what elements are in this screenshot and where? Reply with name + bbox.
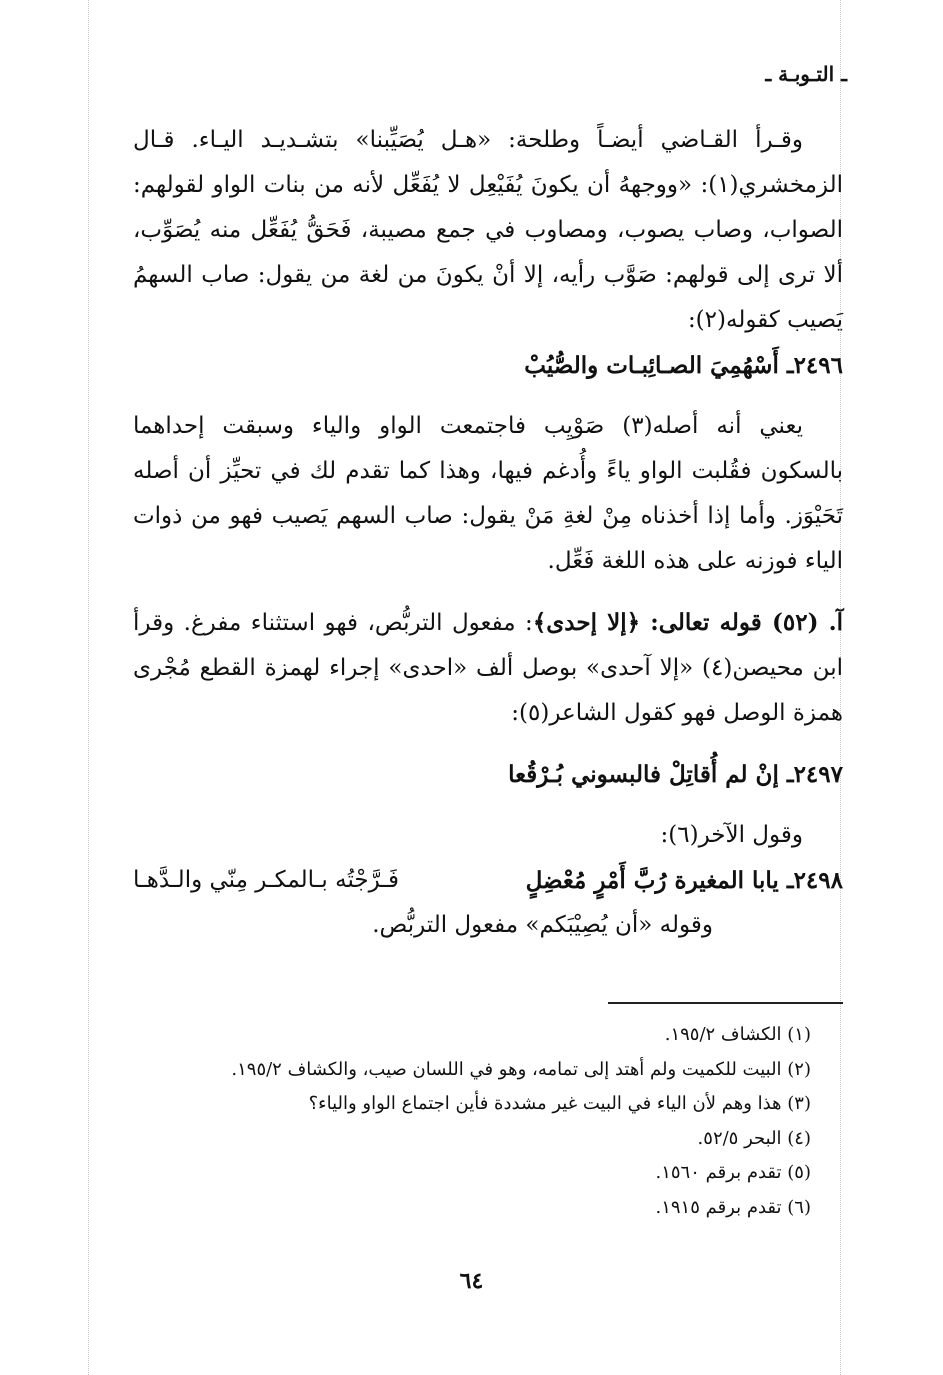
paragraph: وقول الآخر(٦):	[660, 822, 803, 848]
chapter-header: ـ التـوبـة ـ	[765, 62, 847, 86]
footnotes	[191, 1018, 811, 1225]
footnote: (٤) البحر ٥٢/٥.	[697, 1127, 811, 1149]
verse-citation: آ. (٥٢) قوله تعالى: ﴿إلا إحدى﴾	[532, 609, 843, 636]
verse-2498	[133, 858, 843, 903]
verse-hemistich: ٢٤٩٨ـ يابا المغيرة رُبَّ أَمْرٍ مُعْضِلٍ	[525, 867, 843, 894]
footnote: (٢) البيت للكميت ولم أهتد إلى تمامه، وهو في اللسان صيب، والكشاف ١٩٥/٢.	[231, 1058, 811, 1080]
verse-hemistich: فَـرَّجْتُه بـالمكـر مِنّي والـدَّهـا	[133, 867, 400, 893]
footnote-separator	[608, 1002, 843, 1004]
paragraph	[133, 600, 843, 736]
main-text	[133, 118, 843, 948]
footnote: (٣) هذا وهم لأن الياء في البيت غير مشددة فأين اجتماع الواو والياء؟	[308, 1093, 811, 1114]
paragraph: وقـرأ القـاضي أيضـاً وطلحة: «هـل يُصَيِّبنا» بتشـديـد اليـاء. قـال الزمخشري(١): «ووجههُ أن يكونَ يُفَيْعِل لا يُفَعِّل لأنه من بنات الواو لقولهم: الصواب، وصاب يصوب، ومصاوب في جمع مصيبة، فَحَقُّ يُفَعِّل منه يُصَوِّب، ألا ترى إلى قولهم: صَوَّب رأيه، إلا أنْ يكونَ من لغة من يقول: صاب السهمُ يَصيب كقوله(٢):	[133, 127, 843, 333]
paragraph: يعني أنه أصله(٣) صَوْيِب فاجتمعت الواو والياء وسبقت إحداهما بالسكون فقُلبت الواو ياءً وأُدغم فيها، وهذا كما تقدم لك في تحيِّز أن أصله تَحَيْوَز. وأما إذا أخذناه مِنْ لغةِ مَنْ يقول: صاب السهم يَصيب فهو من ذوات الياء فوزنه على هذه اللغة فَعِّل.	[133, 413, 843, 574]
verse-2497: ٢٤٩٧ـ إنْ لم أُقاتِلْ فالبسوني بُـرْقُعا	[508, 761, 843, 788]
paragraph: وقوله «أن يُصِيْبَكم» مفعول التربُّص.	[372, 912, 713, 938]
scan-guide-line	[88, 0, 89, 1375]
page-number: ٦٤	[459, 1268, 484, 1294]
verse-2496: ٢٤٩٦ـ أَسْهُمِيَ الصـائِبـات والصُّيُبْ	[524, 352, 843, 379]
footnote: (٥) تقدم برقم ١٥٦٠.	[655, 1162, 811, 1183]
footnote: (١) الكشاف ١٩٥/٢.	[664, 1024, 811, 1045]
footnote: (٦) تقدم برقم ١٩١٥.	[655, 1196, 811, 1218]
paragraph-text: : مفعول التربُّص، فهو استثناء مفرغ. وقرأ ابن محيصن(٤) «إلا آحدى» بوصل ألف «احدى» إجراء لهمزة القطع مُجْرى همزة الوصل فهو كقول الشاعر(٥):	[133, 610, 843, 726]
